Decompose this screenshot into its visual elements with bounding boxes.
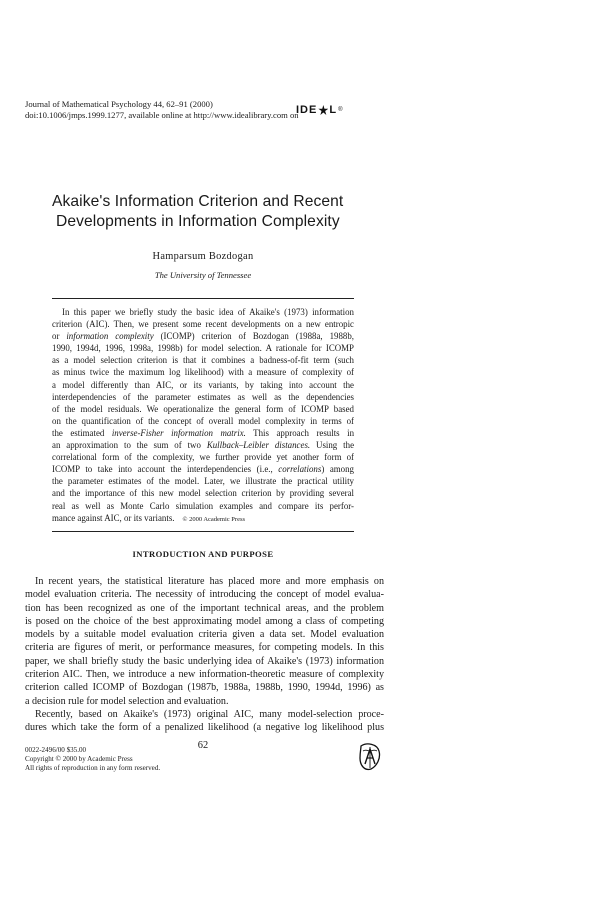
abstract-text: (ICOMP) criterion of Bozdogan (1988a, 1988b, [153, 331, 354, 342]
body-line: Recently, based on Akaike's (1973) original AIC, many model-selection proce- [35, 708, 384, 720]
abstract-text: ) among [321, 464, 354, 475]
abstract-line [52, 463, 354, 475]
abstract-line: interdependencies of the parameter estimates as well as the dependencies [52, 391, 354, 402]
body-line: criteria are figures of merit, or performance measures, for competing models. In this [25, 642, 384, 654]
section-heading: INTRODUCTION AND PURPOSE [132, 549, 274, 559]
paper-title [52, 192, 372, 232]
abstract-bottom-rule [52, 531, 354, 532]
registered-mark: ® [338, 107, 344, 113]
logo-text-right: L [329, 104, 338, 116]
abstract-emphasis: Kullback–Leibler distances. [206, 440, 311, 451]
abstract-line [52, 427, 354, 439]
abstract-line: and the importance of this new model selection criterion by providing several [52, 488, 354, 499]
abstract-text: an approximation to the sum of two [52, 440, 207, 451]
body-line: criterion called ICOMP of Bozdogan (1987b, 1988a, 1988b, 1990, 1994d, 1996) as [25, 682, 384, 694]
body-line: criterion AIC. Then, we introduce a new information-theoretic measure of complexity [25, 669, 384, 681]
body-text [25, 575, 384, 735]
title-line-2: Developments in Information Complexity [56, 213, 340, 230]
star-icon [318, 105, 328, 115]
body-line: dures which take the form of a penalized likelihood (a negative log likelihood plus [25, 722, 384, 734]
doi-line: doi:10.1006/jmps.1999.1277, available online at http://www.idealibrary.com on [25, 110, 299, 120]
issn-price: 0022-2496/00 $35.00 [25, 746, 87, 754]
body-line: paper, we shall briefly study the basic underlying idea of Akaike's (1973) information [25, 655, 384, 667]
abstract-text: mance against AIC, or its variants. [52, 512, 175, 523]
abstract [52, 306, 354, 526]
abstract-line: on the quantification of the concept of overall model complexity in terms of [52, 415, 354, 426]
abstract-text: Using the [310, 440, 355, 451]
page-number: 62 [197, 740, 209, 751]
body-line: tion has been recognized as one of the important technical areas, and the problem [25, 602, 384, 614]
abstract-top-rule [52, 298, 354, 299]
abstract-emphasis: inverse-Fisher information matrix. [111, 427, 246, 438]
abstract-line: as a model selection criterion is that it combines a badness-of-fit term (such [52, 355, 354, 366]
abstract-line [52, 439, 354, 451]
rights-notice: All rights of reproduction in any form reserved. [25, 764, 161, 772]
body-line: a decision rule for model selection and evaluation. [25, 695, 229, 707]
body-line: model evaluation criteria. The necessity of introducing the concept of model evalua- [25, 589, 384, 601]
abstract-text: or [52, 331, 67, 342]
abstract-line [52, 512, 354, 526]
abstract-line [52, 330, 354, 342]
logo-text-left: IDE [296, 104, 318, 116]
abstract-line: 1990, 1994d, 1996, 1998a, 1998b) for model selection. A rationale for ICOMP [52, 343, 354, 354]
abstract-line: criterion (AIC). Then, we present some recent developments on a new entropic [52, 319, 354, 330]
abstract-line: real as well as Monte Carlo simulation examples and compare its perfor- [52, 500, 354, 511]
copyright-notice: Copyright © 2000 by Academic Press [25, 755, 133, 763]
abstract-line: the parameter estimates of the model. Later, we illustrate the practical utility [52, 476, 354, 487]
abstract-line: of the model residuals. We operationalize the general form of ICOMP based [52, 403, 354, 414]
abstract-text: the estimated [52, 427, 112, 438]
abstract-text: This approach results in [245, 427, 355, 438]
abstract-line: correlational form of the complexity, we further provide yet another form of [52, 452, 354, 463]
abstract-emphasis: information complexity [66, 331, 154, 342]
body-line: models by a suitable model evaluation criteria given a data set. Model evaluation [25, 629, 384, 641]
author-name: Hamparsum Bozdogan [152, 251, 254, 262]
abstract-line: a model differently than AIC, or its variants, by taking into account the [52, 379, 354, 390]
title-line-1: Akaike's Information Criterion and Recent [52, 193, 344, 210]
abstract-line: as minus twice the maximum log likelihood) with a measure of complexity of [52, 367, 354, 378]
abstract-line: In this paper we briefly study the basic idea of Akaike's (1973) information [62, 307, 354, 317]
body-line: In recent years, the statistical literature has placed more and more emphasis on [35, 576, 384, 587]
author-affiliation: The University of Tennessee [154, 270, 252, 280]
body-line: is posed on the choice of the best approximating model among a class of competing [25, 615, 384, 627]
journal-citation: Journal of Mathematical Psychology 44, 62–91 (2000) [25, 99, 213, 109]
publisher-logo-icon [357, 742, 383, 772]
abstract-copyright: © 2000 Academic Press [182, 515, 246, 523]
ideal-logo [296, 104, 344, 116]
abstract-text: ICOMP to take into account the interdependencies (i.e., [52, 464, 279, 475]
abstract-emphasis: correlations [278, 464, 322, 475]
